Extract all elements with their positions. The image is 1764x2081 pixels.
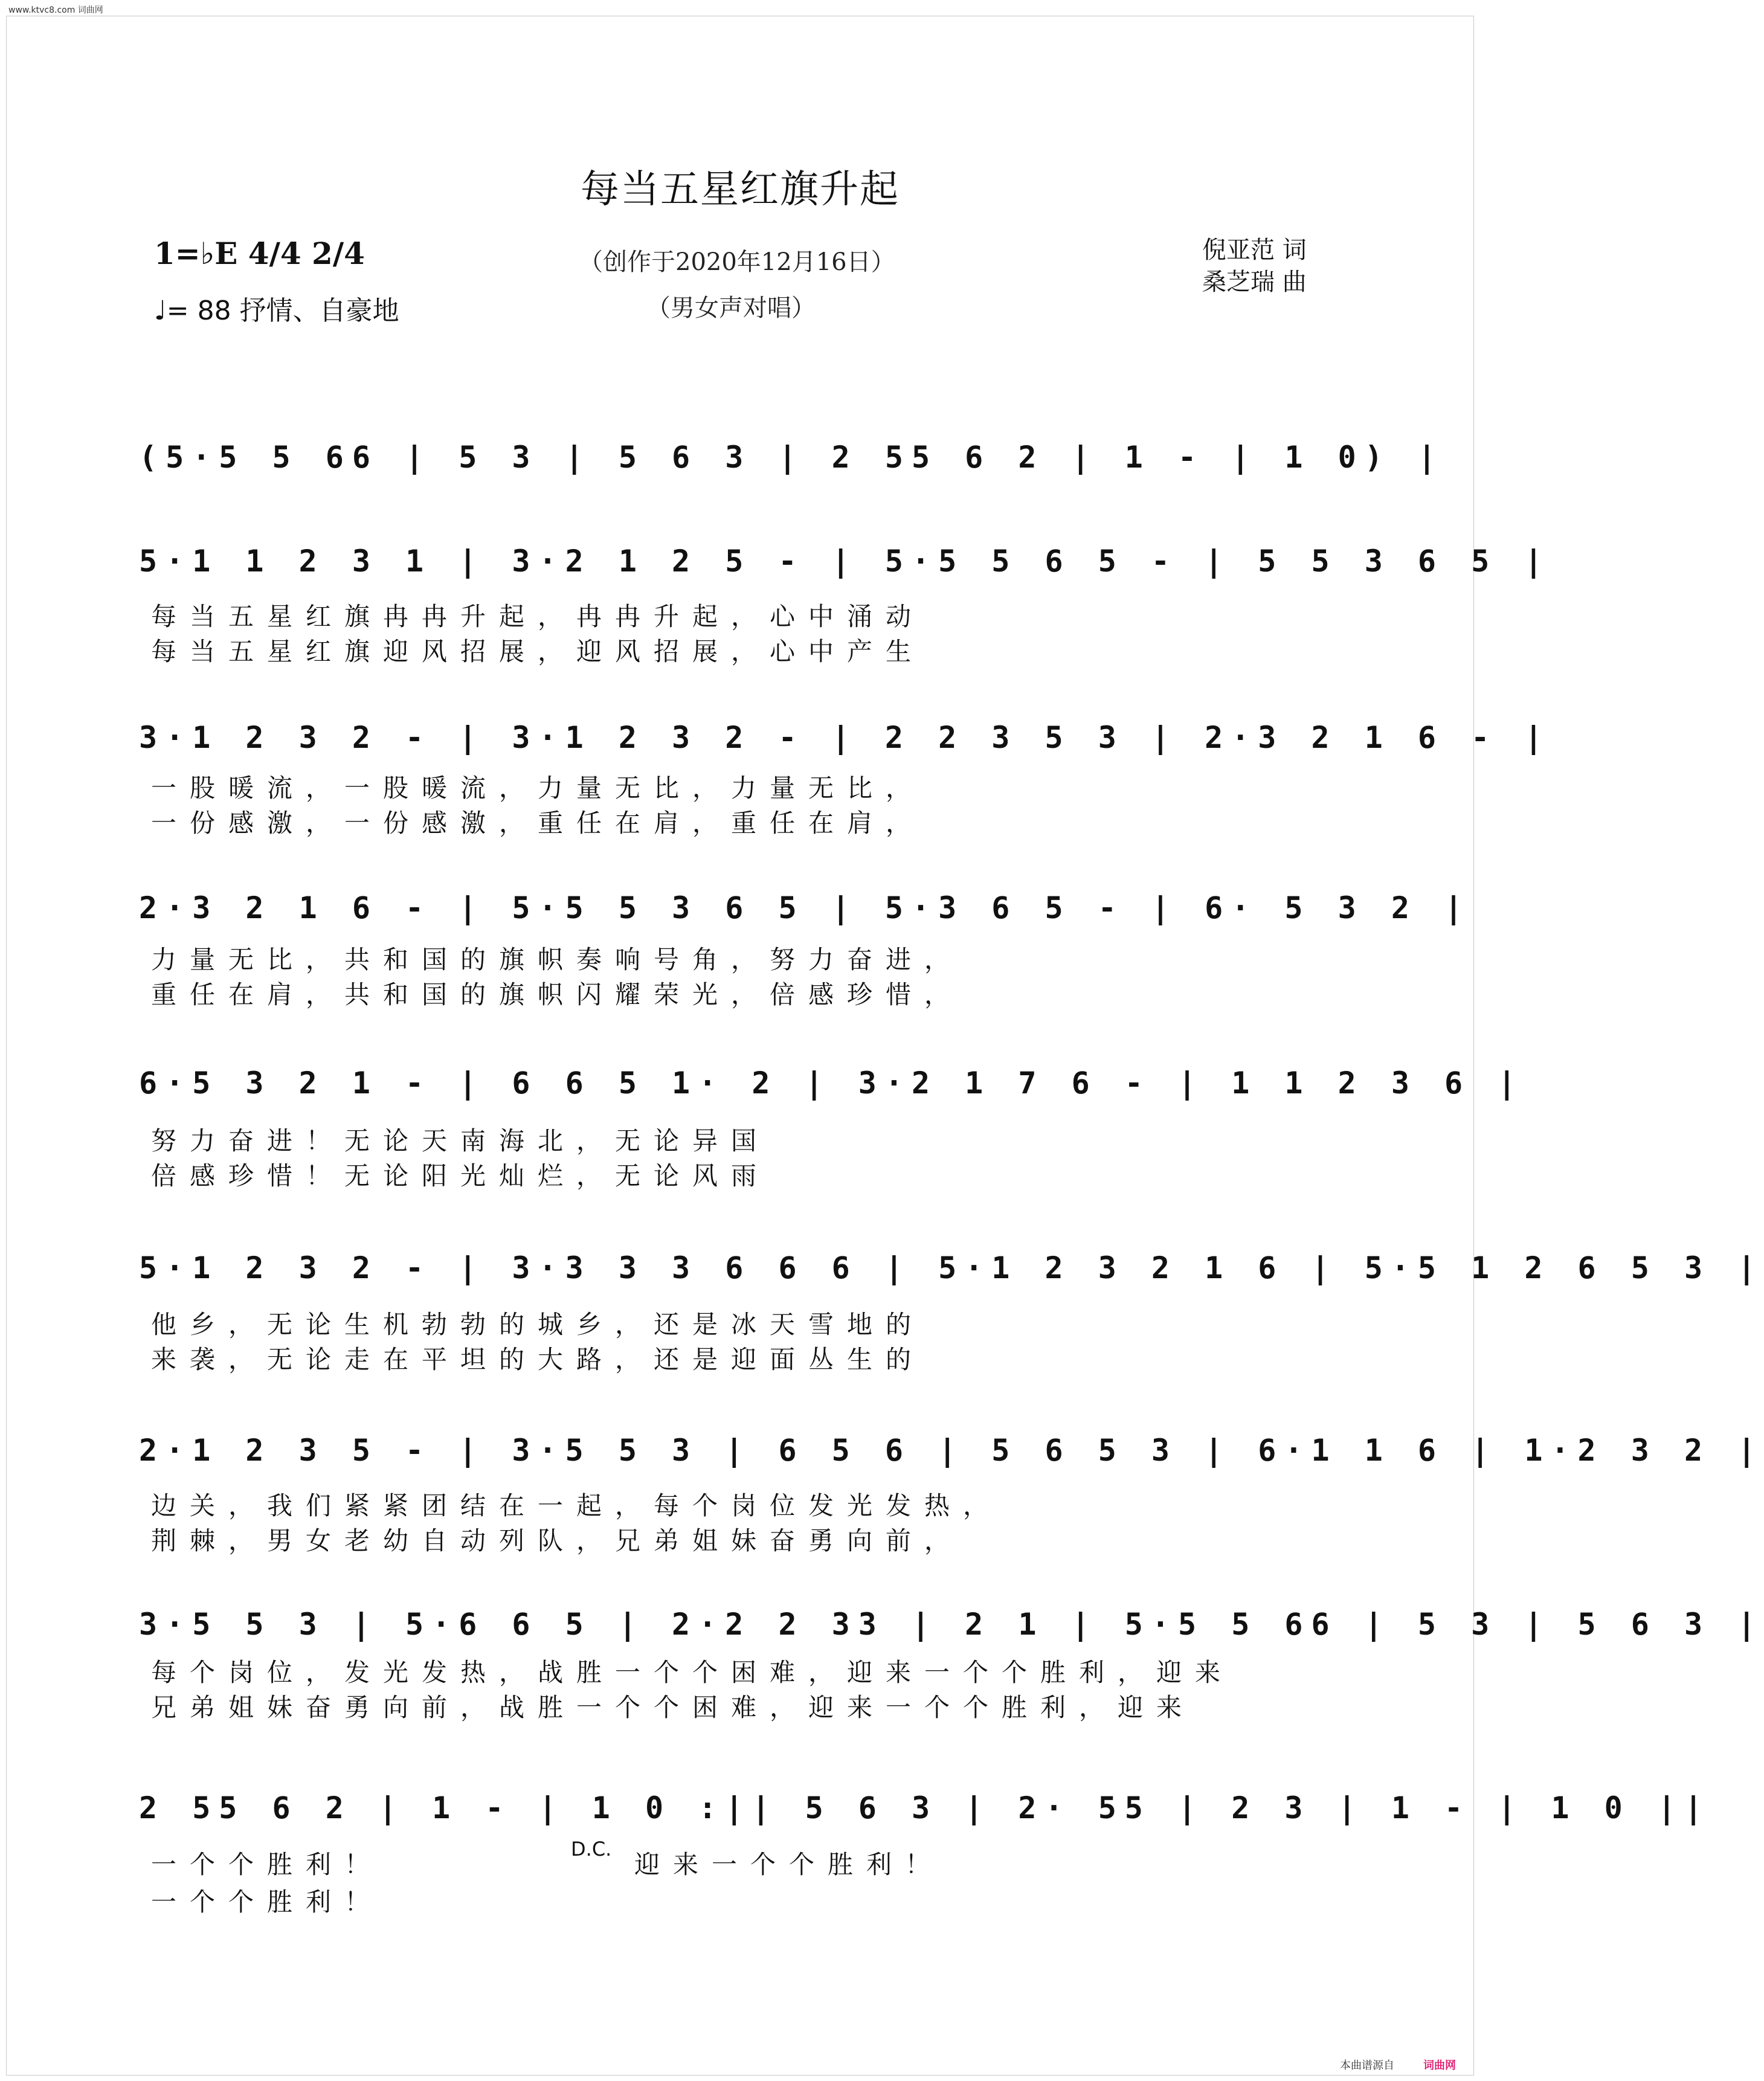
score-line-7-lyric-1: 每个岗位，发光发热，战胜一个个困难，迎来一个个胜利，迎来: [151, 1658, 1234, 1687]
score-line-2-notes: 3·1 2 3 2 - | 3·1 2 3 2 - | 2 2 3 5 3 | 2·3 2 1 6 - |: [139, 720, 1551, 755]
score-line-5-lyric-1: 他乡，无论生机勃勃的城乡，还是冰天雪地的: [151, 1310, 925, 1339]
page-title: 每当五星红旗升起: [581, 167, 900, 212]
score-line-8-notes: 2 55 6 2 | 1 - | 1 0 :|| 5 6 3 | 2· 55 | 2 3 | 1 - | 1 0 ||: [139, 1790, 1711, 1825]
score-line-2-lyric-2: 一份感激，一份感激，重任在肩，重任在肩，: [151, 808, 925, 838]
score-line-6-lyric-1: 边关，我们紧紧团结在一起，每个岗位发光发热，: [151, 1491, 1002, 1520]
score-line-1-lyric-1: 每当五星红旗冉冉升起，冉冉升起，心中涌动: [151, 602, 925, 631]
score-line-3-notes: 2·3 2 1 6 - | 5·5 5 3 6 5 | 5·3 6 5 - | 6· 5 3 2 |: [139, 890, 1472, 925]
tempo-marking: ♩= 88 抒情、自豪地: [154, 295, 399, 326]
lyricist: 倪亚范 词: [1202, 236, 1307, 264]
score-line-1-lyric-2: 每当五星红旗迎风招展，迎风招展，心中产生: [151, 637, 925, 666]
score-line-4-lyric-2: 倍感珍惜！无论阳光灿烂，无论风雨: [151, 1161, 770, 1191]
score-line-4-lyric-1: 努力奋进！无论天南海北，无论异国: [151, 1126, 770, 1156]
score-line-7-lyric-2: 兄弟姐妹奋勇向前，战胜一个个困难，迎来一个个胜利，迎来: [151, 1693, 1196, 1722]
score-line-3-lyric-2: 重任在肩，共和国的旗帜闪耀荣光，倍感珍惜，: [151, 980, 964, 1009]
intro-notes: (5·5 5 66 | 5 3 | 5 6 3 | 2 55 6 2 | 1 - | 1 0) |: [139, 440, 1445, 475]
score-line-6-notes: 2·1 2 3 5 - | 3·5 5 3 | 6 5 6 | 5 6 5 3 | 6·1 1 6 | 1·2 3 2 |: [139, 1433, 1764, 1468]
score-line-8-lyric-1b: 迎来一个个胜利！: [634, 1850, 944, 1879]
key-signature: 1=♭E 4/4 2/4: [154, 236, 365, 271]
score-line-1-notes: 5·1 1 2 3 1 | 3·2 1 2 5 - | 5·5 5 6 5 - | 5 5 3 6 5 |: [139, 544, 1551, 579]
footer-source: 本曲谱源自: [1340, 2059, 1394, 2072]
dc-marking: D.C.: [571, 1838, 612, 1861]
score-line-4-notes: 6·5 3 2 1 - | 6 6 5 1· 2 | 3·2 1 7 6 - | 1 1 2 3 6 |: [139, 1066, 1525, 1101]
score-line-5-notes: 5·1 2 3 2 - | 3·3 3 3 6 6 6 | 5·1 2 3 2 1 6 | 5·5 1 2 6 5 3 |: [139, 1250, 1764, 1285]
score-line-5-lyric-2: 来袭，无论走在平坦的大路，还是迎面丛生的: [151, 1345, 925, 1374]
creation-date: （创作于2020年12月16日）: [579, 248, 895, 276]
footer-logo: 词曲网: [1423, 2059, 1456, 2072]
score-line-2-lyric-1: 一股暖流，一股暖流，力量无比，力量无比，: [151, 773, 925, 803]
site-header: www.ktvc8.com 词曲网: [8, 5, 103, 15]
score-line-7-notes: 3·5 5 3 | 5·6 6 5 | 2·2 2 33 | 2 1 | 5·5 5 66 | 5 3 | 5 6 3 |: [139, 1607, 1764, 1642]
performance-note: （男女声对唱）: [646, 294, 816, 322]
score-line-8-lyric-1: 一个个胜利！: [151, 1850, 384, 1879]
score-line-6-lyric-2: 荆棘，男女老幼自动列队，兄弟姐妹奋勇向前，: [151, 1526, 964, 1555]
score-line-3-lyric-1: 力量无比，共和国的旗帜奏响号角，努力奋进，: [151, 945, 964, 974]
score-line-8-lyric-2: 一个个胜利！: [151, 1887, 384, 1917]
composer: 桑芝瑞 曲: [1202, 268, 1307, 296]
